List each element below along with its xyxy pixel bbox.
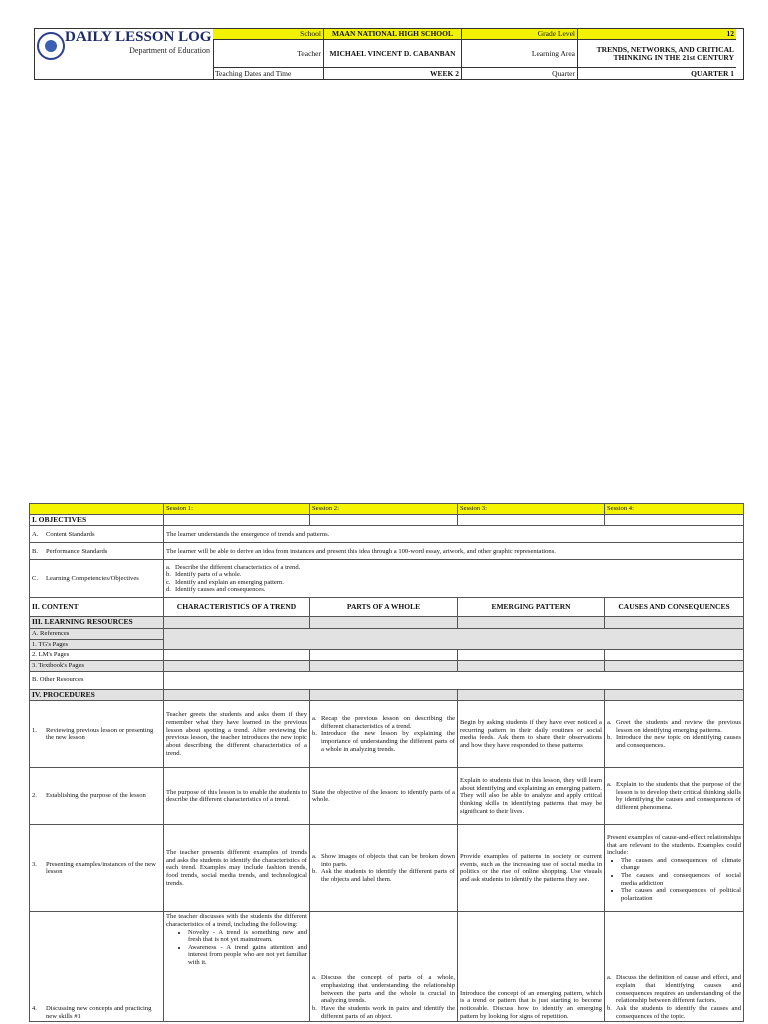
procedure-2-label: 2. Establishing the purpose of the lesson	[30, 768, 164, 825]
bullet-item: • The causes and consequences of climate change	[621, 857, 741, 872]
page-title: DAILY LESSON LOG	[65, 29, 212, 45]
session-4-header: Session 4:	[605, 504, 744, 515]
procedure-2-session-1: The purpose of this lesson is to enable the students to describe the different characteristics of a trend.	[164, 768, 310, 825]
performance-standards-row	[30, 543, 744, 560]
textbook-pages-label: 3. Textbook's Pages	[30, 660, 164, 671]
lm-pages-row	[30, 650, 744, 661]
list-item: b. Introduce the new topic on identifying causes and consequences.	[607, 734, 741, 749]
procedure-3-row	[30, 825, 744, 912]
session-3-header: Session 3:	[458, 504, 605, 515]
dates-value: WEEK 2	[324, 68, 462, 79]
procedure-3-session-2	[310, 825, 458, 912]
competencies-list	[164, 560, 744, 598]
content-standards-label: A. Content Standards	[30, 526, 164, 543]
area-value: TRENDS, NETWORKS, AND CRITICAL THINKING IN THE 21st CENTURY	[578, 40, 736, 68]
procedure-4-session-1-intro: The teacher discusses with the students the different characteristics of a trend, including the following:	[166, 913, 307, 928]
school-value: MAAN NATIONAL HIGH SCHOOL	[324, 29, 462, 40]
content-row	[30, 598, 744, 617]
procedure-4-label: 4. Discussing new concepts and practicing new skills #1	[30, 912, 164, 1022]
content-standards-value: The learner understands the emergence of trends and patterns.	[164, 526, 744, 543]
list-item: d. Identify causes and consequences.	[166, 586, 266, 594]
procedure-3-label: 3. Presenting examples/instances of the new lesson	[30, 825, 164, 912]
procedure-4-row	[30, 912, 744, 1022]
procedure-3-session-1: The teacher presents different examples of trends and asks the students to identify the characteristics of each trend. Examples may include fashion trends, food trends, social media trends, and technological trends.	[164, 825, 310, 912]
header	[34, 28, 744, 80]
session-1-header: Session 1:	[164, 504, 310, 515]
procedure-1-session-2	[310, 701, 458, 768]
procedure-3-session-4-intro: Present examples of cause-and-effect relationships that are relevant to the students. Examples could include:	[607, 833, 741, 857]
topic-session-2: PARTS OF A WHOLE	[310, 598, 458, 617]
quarter-label: Quarter	[462, 68, 578, 79]
references-row	[30, 629, 744, 640]
procedure-2-session-3: Explain to students that in this lesson, they will learn about identifying and explaining an emerging pattern. They will also be able to analyze and apply critical thinking skills in identifying patterns that may be significant to their lives.	[458, 768, 605, 825]
procedure-1-label: 1. Reviewing previous lesson or presenting the new lesson	[30, 701, 164, 768]
textbook-pages-row	[30, 660, 744, 671]
teacher-value: MICHAEL VINCENT D. CABANBAN	[324, 40, 462, 68]
list-item: a. Explain to the students that the purpose of the lesson is to develop their critical thinking skills by identifying the causes and consequences of different phenomena.	[607, 780, 741, 811]
session-2-header: Session 2:	[310, 504, 458, 515]
topic-session-1: CHARACTERISTICS OF A TREND	[164, 598, 310, 617]
area-label: Learning Area	[462, 40, 578, 68]
list-item: b. Ask the students to identify the different parts of the objects and label them.	[312, 868, 455, 883]
procedures-heading-row	[30, 689, 744, 701]
lesson-table	[29, 503, 744, 1022]
list-item: a. Greet the students and review the previous lesson on identifying emerging patterns.	[607, 718, 741, 734]
procedure-3-session-4	[605, 825, 744, 912]
procedure-4-session-4	[605, 912, 744, 1022]
procedure-1-session-3: Begin by asking students if they have ever noticed a recurring pattern in their daily routines or social media feeds. Ask them to share their observations and how they have responded to these patterns	[458, 701, 605, 768]
grade-value: 12	[578, 29, 736, 40]
content-standards-row	[30, 526, 744, 543]
grade-label: Grade Level	[462, 29, 578, 40]
list-item: a. Discuss the definition of cause and effect, and explain that identifying causes and consequences requires an understanding of the relationship between different factors.	[607, 974, 741, 1005]
competencies-label: C. Learning Competencies/Objectives	[30, 560, 164, 598]
procedure-4-session-3: Introduce the concept of an emerging pattern, which is a trend or pattern that is just starting to become noticeable. Discuss how to identify an emerging pattern by looking for signs of repetition.	[458, 912, 605, 1022]
procedure-1-session-4	[605, 701, 744, 768]
competencies-row	[30, 560, 744, 598]
topic-session-4: CAUSES AND CONSEQUENCES	[605, 598, 744, 617]
objectives-heading-row	[30, 514, 744, 526]
bullet-item: • Awareness - A trend gains attention and interest from people who are not yet familiar with it.	[188, 944, 307, 967]
deped-seal-icon	[37, 32, 65, 60]
other-resources-label: B. Other Resources	[30, 671, 164, 689]
procedures-heading: IV. PROCEDURES	[30, 689, 164, 701]
header-info-grid	[213, 29, 743, 79]
lm-pages-label: 2. LM's Pages	[30, 650, 164, 661]
list-item: a. Discuss the concept of parts of a whole, emphasizing that understanding the relationship between the parts and the whole is crucial in analyzing trends.	[312, 974, 455, 1005]
list-item: b. Identify parts of a whole.	[166, 571, 242, 579]
objectives-heading: I. OBJECTIVES	[30, 514, 164, 526]
procedure-2-session-4	[605, 768, 744, 825]
topic-session-3: EMERGING PATTERN	[458, 598, 605, 617]
bullet-item: • The causes and consequences of political polarization	[621, 887, 741, 902]
quarter-value: QUARTER 1	[691, 68, 734, 78]
performance-standards-value: The learner will be able to derive an idea from instances and present this idea through a 100-word essay, artwork, and other graphic representations.	[164, 543, 744, 560]
procedure-1-row	[30, 701, 744, 768]
list-item: a. Recap the previous lesson on describing the different characteristics of a trend.	[312, 715, 455, 730]
list-item: a. Show images of objects that can be broken down into parts.	[312, 852, 455, 868]
bullet-item: • The causes and consequences of social media addiction	[621, 872, 741, 887]
references-label: A. References	[30, 629, 164, 640]
dates-label: Teaching Dates and Time	[213, 68, 324, 79]
teacher-label: Teacher	[213, 40, 324, 68]
tg-pages-label: 1. TG's Pages	[30, 639, 164, 650]
performance-standards-label: B. Performance Standards	[30, 543, 164, 560]
other-resources-row	[30, 671, 744, 689]
procedure-2-row	[30, 768, 744, 825]
procedure-3-session-3: Provide examples of patterns in society or current events, such as the increasing use of social media in politics or the rise of online shopping. Use visuals and ask students to identify the patterns they see.	[458, 825, 605, 912]
procedure-4-session-2	[310, 912, 458, 1022]
procedure-4-session-1	[164, 912, 310, 1022]
list-item: a. Describe the different characteristics of a trend.	[166, 563, 301, 571]
resources-heading: III. LEARNING RESOURCES	[30, 617, 164, 629]
procedure-1-session-1: Teacher greets the students and asks them if they remember what they have learned in the previous lesson about spotting a trend. After reviewing the previous lesson, the teacher introduces the new topic about describing the different characteristics of a trend.	[164, 701, 310, 768]
resources-heading-row	[30, 617, 744, 629]
list-item: b. Ask the students to identify the causes and consequences of the topic.	[607, 1004, 741, 1020]
department-name: Department of Education	[129, 46, 210, 55]
logo-area	[35, 29, 214, 79]
list-item: b. Have the students work in pairs and identify the different parts of an object.	[312, 1004, 455, 1020]
procedure-2-session-2: State the objective of the lesson: to identify parts of a whole.	[310, 768, 458, 825]
school-label: School	[213, 29, 324, 40]
bullet-item: • Novelty - A trend is something new and fresh that is not yet mainstream.	[188, 929, 307, 944]
list-item: c. Identify and explain an emerging pattern.	[166, 578, 285, 586]
blank-cell	[30, 504, 164, 515]
session-header-row	[30, 504, 744, 515]
list-item: b. Introduce the new lesson by explaining the importance of understanding the different parts of a whole in analyzing trends.	[312, 730, 455, 753]
content-heading: II. CONTENT	[30, 598, 164, 617]
